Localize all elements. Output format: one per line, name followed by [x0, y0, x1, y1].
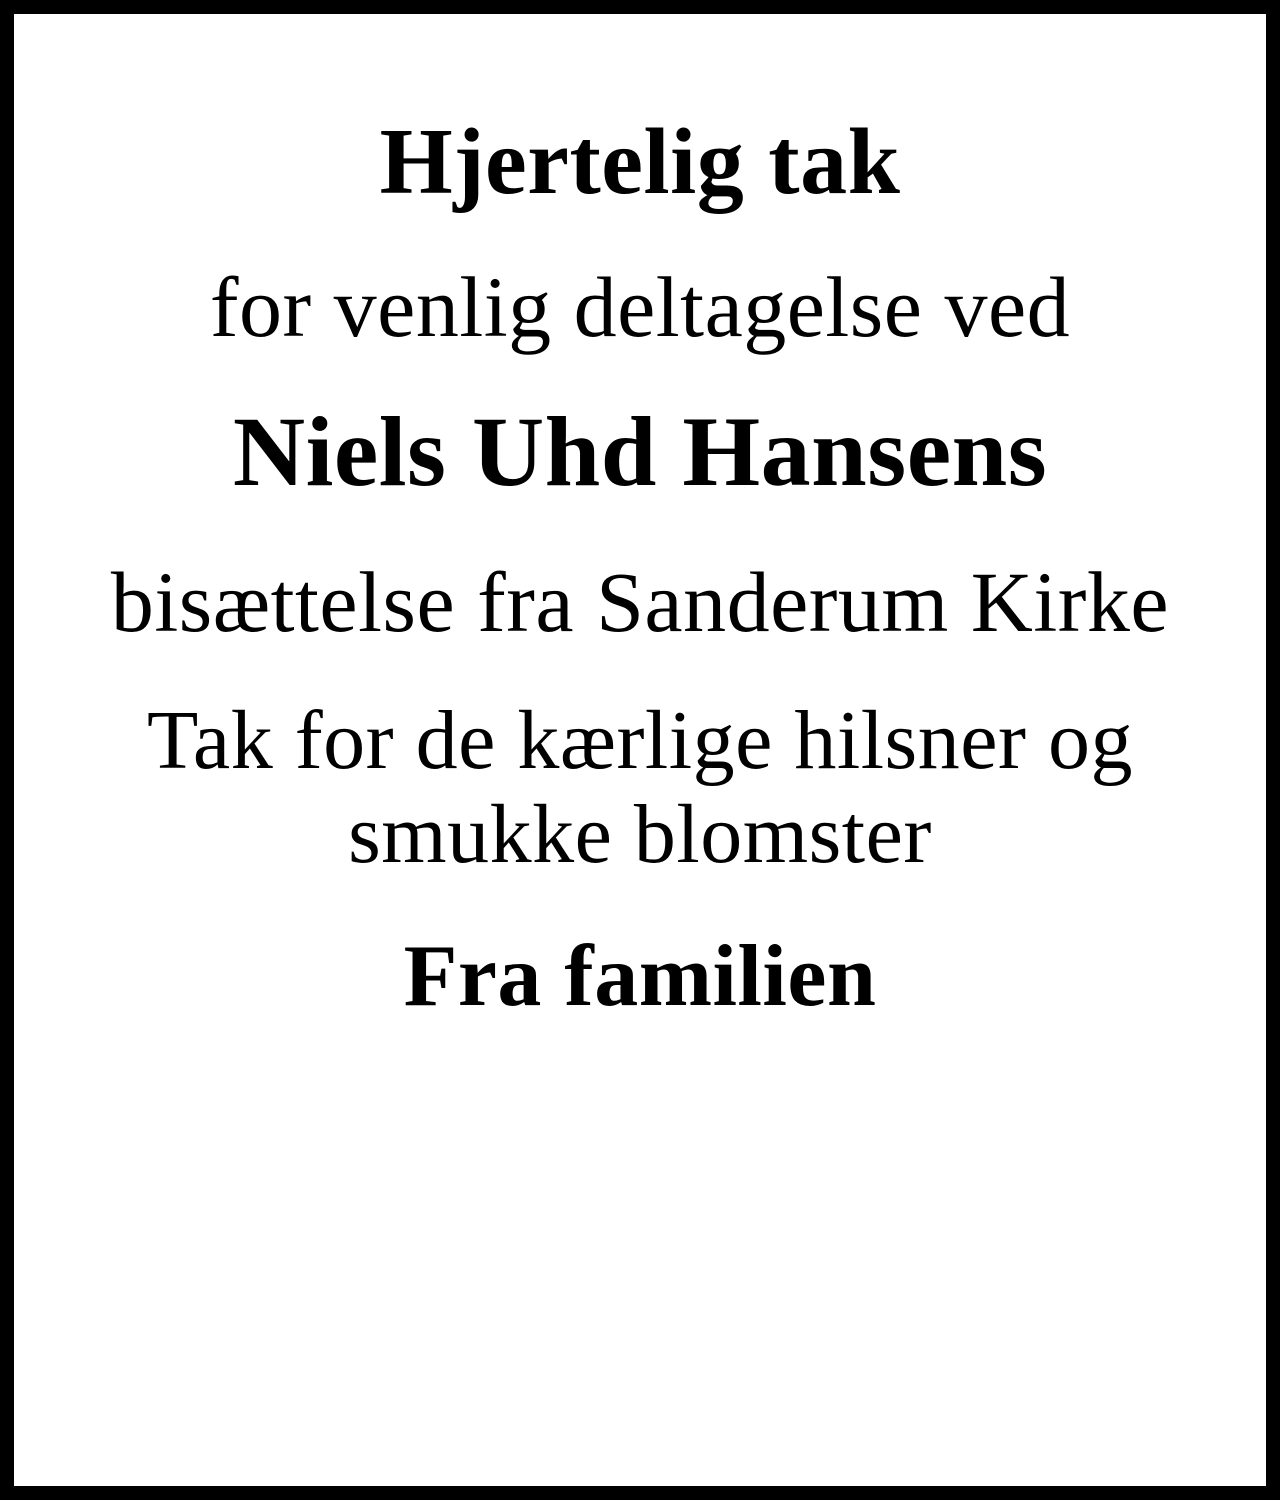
notice-headline: Hjertelig tak: [379, 110, 901, 214]
ceremony-location: bisættelse fra Sanderum Kirke: [110, 553, 1170, 650]
thanks-message: Tak for de kærlige hilsner og smukke blomster: [146, 693, 1134, 881]
deceased-name: Niels Uhd Hansens: [232, 395, 1048, 507]
notice-subline: for venlig deltagelse ved: [209, 259, 1071, 356]
notice-signature: Fra familien: [403, 928, 877, 1026]
